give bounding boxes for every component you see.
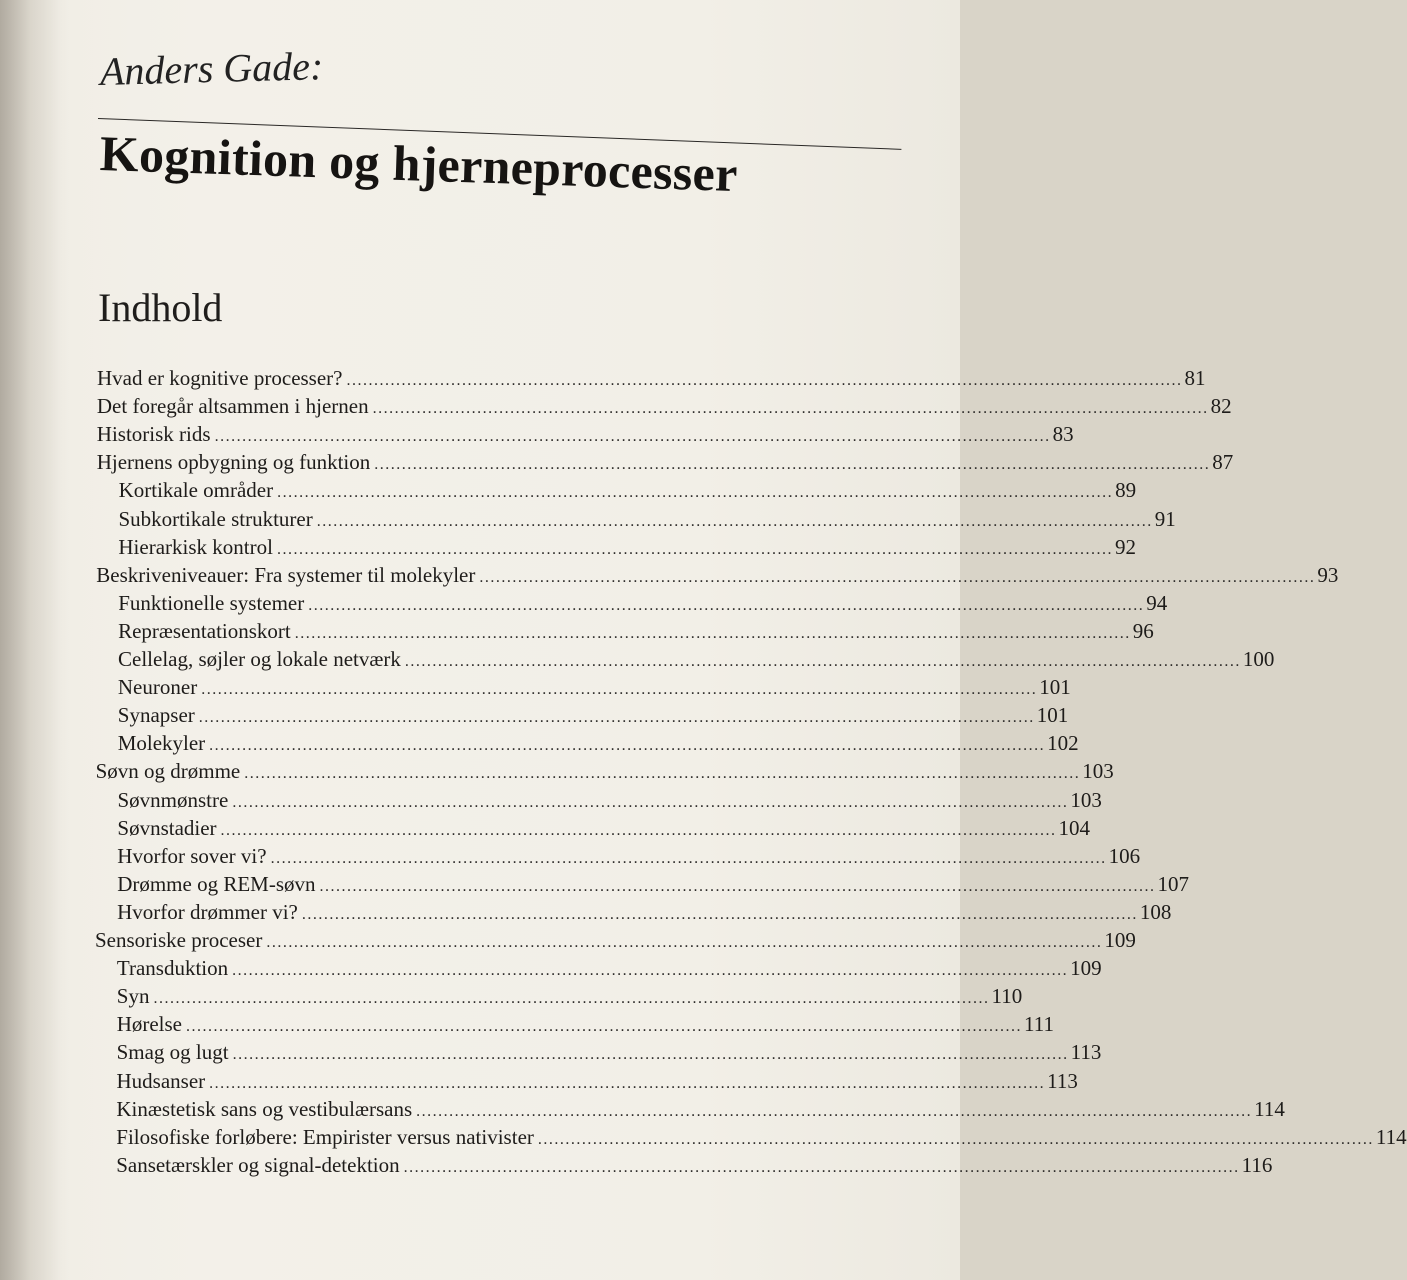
toc-entry-title: Søvnstadier xyxy=(117,815,217,840)
toc-entry xyxy=(116,1096,1285,1122)
toc-entry xyxy=(96,394,1232,419)
toc-entry-title: Kortikale områder xyxy=(118,478,274,503)
toc-entry-title: Cellelag, søjler og lokale netværk xyxy=(118,647,401,671)
toc-entry-page-number: 116 xyxy=(1241,1152,1273,1177)
dot-leader: ........................................................................................................................................................ xyxy=(266,934,1103,951)
toc-entry-page-number: 102 xyxy=(1047,731,1079,756)
toc-entry-page-number: 114 xyxy=(1375,1124,1407,1149)
dot-leader: ........................................................................................................................................................ xyxy=(319,877,1156,895)
toc-entry-title: Funktionelle systemer xyxy=(118,590,305,615)
toc-entry-page-number: 111 xyxy=(1024,1012,1054,1037)
toc-entry-page-number: 108 xyxy=(1139,899,1172,924)
toc-entry-title: Hvorfor sover vi? xyxy=(117,843,267,868)
chapter-title: Kognition og hjerneprocesser xyxy=(99,125,739,203)
toc-entry-page-number: 93 xyxy=(1317,562,1339,587)
dot-leader: ........................................................................................................................................................ xyxy=(201,681,1038,699)
toc-entry-title: Historisk rids xyxy=(96,422,211,447)
toc-entry xyxy=(117,787,1102,813)
toc-entry-page-number: 100 xyxy=(1242,647,1275,671)
toc-entry xyxy=(117,815,1091,841)
toc-entry-page-number: 101 xyxy=(1039,675,1071,700)
toc-entry xyxy=(95,759,1114,784)
dot-leader: ........................................................................................................................................................ xyxy=(308,596,1145,614)
toc-entry-title: Transduktion xyxy=(116,956,229,981)
toc-entry xyxy=(117,675,1071,700)
dot-leader: ........................................................................................................................................................ xyxy=(276,540,1113,558)
toc-entry-title: Det foregår altsammen i hjernen xyxy=(96,394,369,419)
dot-leader: ........................................................................................................................................................ xyxy=(404,653,1241,670)
toc-entry xyxy=(116,1040,1102,1065)
toc-entry-title: Hvorfor drømmer vi? xyxy=(117,899,298,924)
toc-entry xyxy=(116,984,1023,1009)
dot-leader: ........................................................................................................................................................ xyxy=(479,568,1316,586)
toc-entry-page-number: 91 xyxy=(1154,506,1176,531)
toc-entry xyxy=(116,1068,1078,1094)
dot-leader: ........................................................................................................................................................ xyxy=(374,456,1211,474)
dot-leader: ........................................................................................................................................................ xyxy=(220,821,1057,839)
toc-entry xyxy=(116,1012,1054,1037)
dot-leader: ........................................................................................................................................................ xyxy=(244,765,1081,783)
toc-entry-title: Hierarkisk kontrol xyxy=(118,534,273,559)
dot-leader: ........................................................................................................................................................ xyxy=(209,1074,1046,1092)
toc-entry-page-number: 82 xyxy=(1210,394,1232,419)
dot-leader: ........................................................................................................................................................ xyxy=(232,793,1069,811)
dot-leader: ........................................................................................................................................................ xyxy=(372,400,1209,418)
toc-entry xyxy=(96,422,1074,447)
toc-entry-title: Hjernens opbygning og funktion xyxy=(96,450,371,475)
dot-leader: ........................................................................................................................................................ xyxy=(153,990,990,1008)
toc-entry-page-number: 92 xyxy=(1114,534,1136,559)
toc-entry-title: Sansetærskler og signal-detektion xyxy=(116,1152,400,1177)
toc-entry-title: Smag og lugt xyxy=(116,1040,229,1065)
toc-entry-page-number: 113 xyxy=(1047,1068,1078,1093)
toc-entry-page-number: 103 xyxy=(1082,759,1114,784)
toc-entry-title: Syn xyxy=(116,984,150,1009)
toc-entry xyxy=(118,647,1275,672)
dot-leader: ........................................................................................................................................................ xyxy=(346,372,1183,389)
dot-leader: ........................................................................................................................................................ xyxy=(537,1130,1374,1148)
dot-leader: ........................................................................................................................................................ xyxy=(294,624,1131,642)
dot-leader: ........................................................................................................................................................ xyxy=(186,1018,1022,1036)
toc-entry-page-number: 81 xyxy=(1184,366,1206,390)
dot-leader: ........................................................................................................................................................ xyxy=(403,1158,1240,1176)
toc-entry-page-number: 103 xyxy=(1070,787,1102,812)
toc-entry xyxy=(118,534,1136,560)
toc-entry-title: Molekyler xyxy=(117,731,206,756)
toc-entry xyxy=(116,1124,1407,1150)
dot-leader: ........................................................................................................................................................ xyxy=(214,428,1051,446)
toc-entry-title: Hvad er kognitive processer? xyxy=(97,366,343,390)
toc-entry-page-number: 83 xyxy=(1052,422,1074,447)
dot-leader: ........................................................................................................................................................ xyxy=(232,1046,1069,1064)
toc-entry xyxy=(118,618,1154,644)
dot-leader: ........................................................................................................................................................ xyxy=(232,962,1069,980)
toc-entry-title: Søvn og drømme xyxy=(95,759,241,784)
toc-entry-title: Synapser xyxy=(117,703,195,728)
toc-entry-page-number: 114 xyxy=(1254,1096,1285,1121)
toc-entry xyxy=(96,562,1339,588)
toc-entry xyxy=(116,1152,1273,1178)
toc-entry-title: Subkortikale strukturer xyxy=(118,506,313,531)
toc-entry xyxy=(116,956,1102,981)
toc-entry-page-number: 101 xyxy=(1036,703,1069,728)
dot-leader: ........................................................................................................................................................ xyxy=(301,905,1138,923)
toc-entry-title: Kinæstetisk sans og vestibulærsans xyxy=(116,1096,413,1121)
toc-entry-page-number: 89 xyxy=(1115,478,1137,503)
toc-entry-page-number: 109 xyxy=(1070,956,1102,981)
toc-entry xyxy=(118,590,1168,616)
toc-entry-page-number: 96 xyxy=(1132,618,1154,643)
toc-entry-page-number: 109 xyxy=(1104,928,1136,952)
toc-entry-page-number: 106 xyxy=(1108,843,1141,868)
toc-entry-title: Neuroner xyxy=(117,675,198,700)
toc-entry-page-number: 110 xyxy=(991,984,1023,1009)
toc-entry-title: Hørelse xyxy=(116,1012,182,1037)
toc-entry xyxy=(118,506,1176,532)
toc-entry-page-number: 113 xyxy=(1070,1040,1102,1065)
author-name: Anders Gade: xyxy=(99,43,324,94)
toc-entry xyxy=(117,843,1141,869)
toc-entry-title: Drømme og REM-søvn xyxy=(117,871,316,896)
dot-leader: ........................................................................................................................................................ xyxy=(277,484,1114,502)
toc-entry xyxy=(117,899,1172,925)
toc-entry-page-number: 107 xyxy=(1157,871,1190,896)
toc-entry xyxy=(117,871,1190,897)
toc-entry-title: Repræsentationskort xyxy=(118,618,291,643)
toc-entry xyxy=(117,731,1079,756)
toc-entry xyxy=(117,703,1069,728)
toc-entry-title: Sensoriske proceser xyxy=(95,928,263,952)
toc-entry-title: Beskriveniveauer: Fra systemer til molekyler xyxy=(96,562,476,587)
dot-leader: ........................................................................................................................................................ xyxy=(270,849,1107,867)
toc-entry xyxy=(97,366,1206,391)
toc-entry-title: Søvnmønstre xyxy=(117,787,229,812)
dot-leader: ........................................................................................................................................................ xyxy=(416,1102,1253,1120)
toc-entry-page-number: 94 xyxy=(1146,590,1168,615)
dot-leader: ........................................................................................................................................................ xyxy=(316,512,1153,530)
contents-heading: Indhold xyxy=(98,285,223,330)
dot-leader: ........................................................................................................................................................ xyxy=(198,709,1035,727)
toc-entry xyxy=(96,450,1234,475)
toc-entry xyxy=(95,928,1136,953)
toc-entry-page-number: 87 xyxy=(1212,450,1234,475)
toc-entry-page-number: 104 xyxy=(1058,815,1091,840)
toc-entry-title: Filosofiske forløbere: Empirister versus nativister xyxy=(116,1124,534,1149)
toc-entry xyxy=(118,478,1137,503)
dot-leader: ........................................................................................................................................................ xyxy=(209,737,1046,755)
toc-entry-title: Hudsanser xyxy=(116,1068,206,1093)
